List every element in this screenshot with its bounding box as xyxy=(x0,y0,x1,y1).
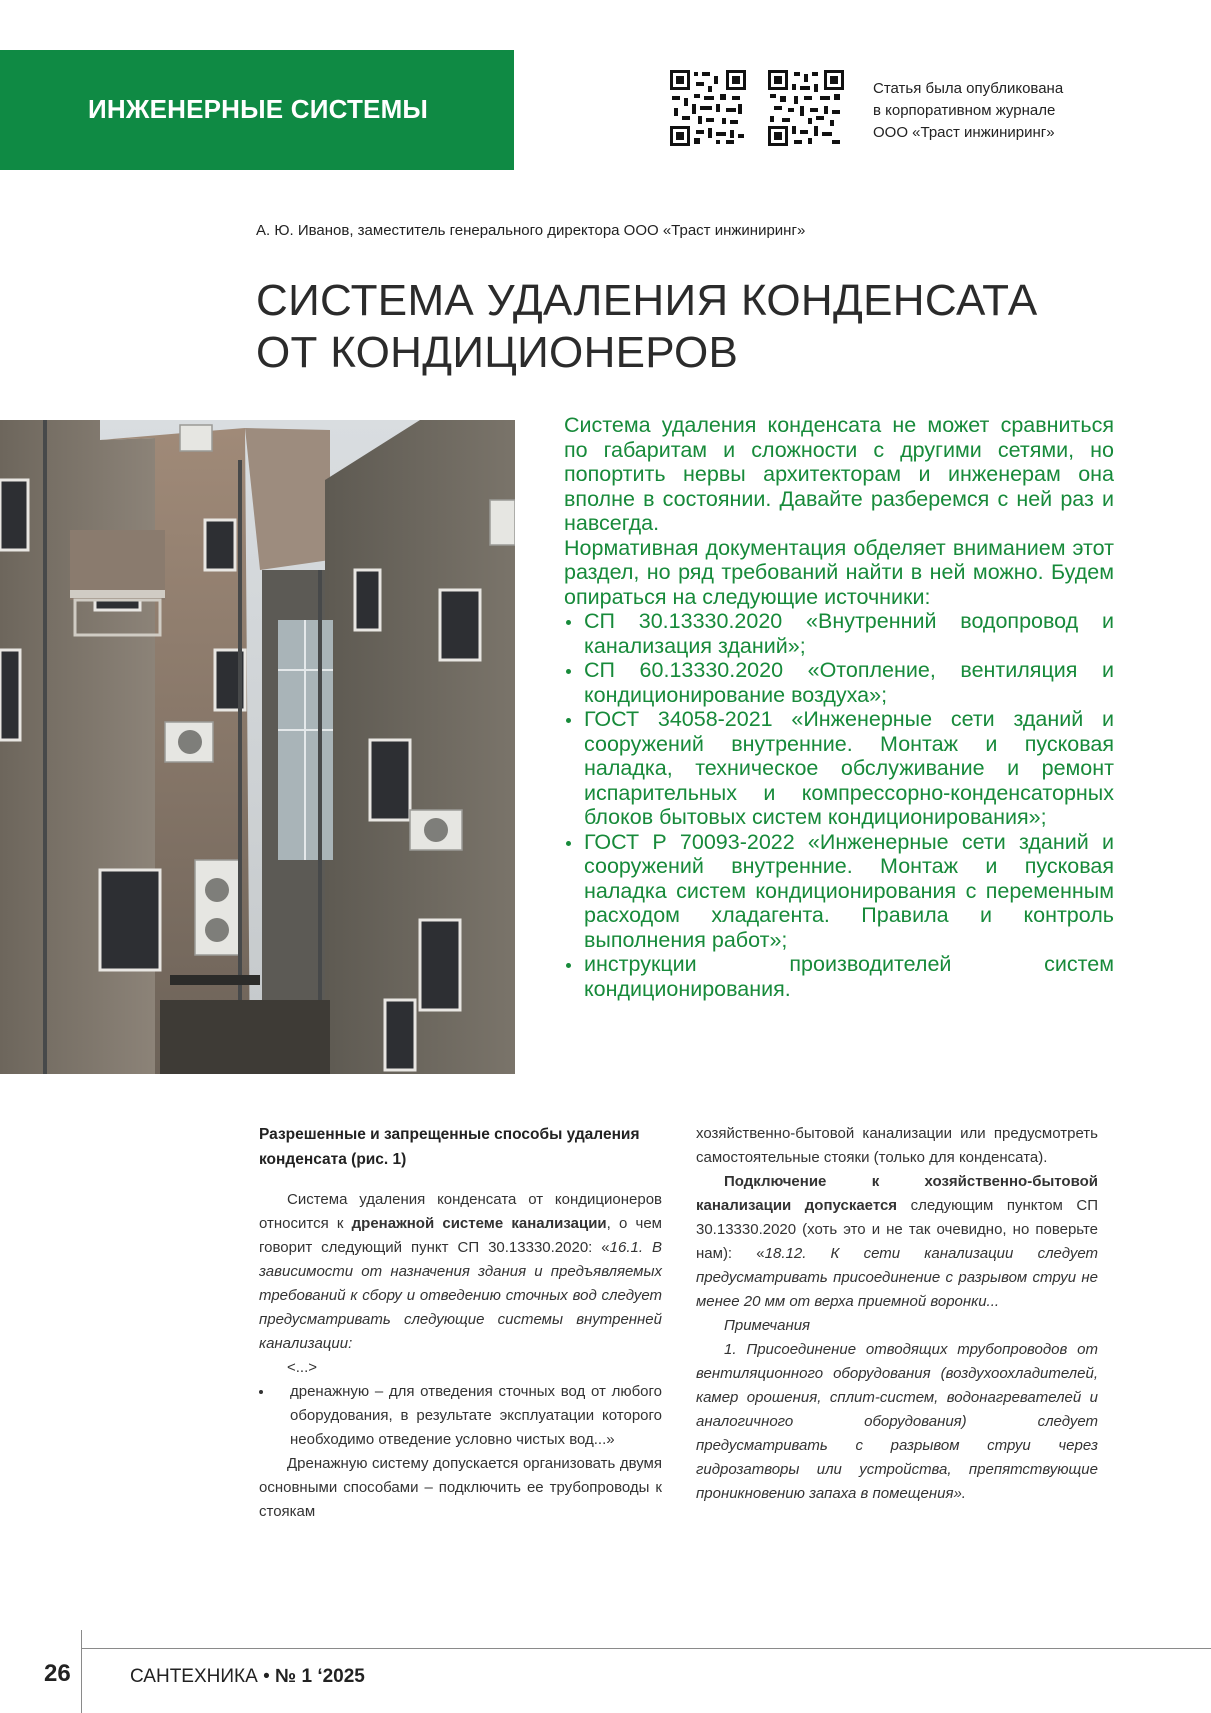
body-column-1 xyxy=(259,1122,662,1524)
quote-bullet: дренажную – для отведения сточных вод от любого оборудования, в результате эксплуатации которого необходимо отведение условно чистых вод...» xyxy=(259,1380,662,1452)
note-text: 1. Присоединение отводящих трубопроводов от вентиляционного оборудования (воздухоохладителей, камер орошения, сплит-систем, водонагревателей и аналогичного оборудования) следует предусматривать с разрывом струи через гидрозатворы или устройства, препятствующие проникновению запаха в помещения». xyxy=(696,1341,1098,1502)
source-item: инструкции производителей систем кондиционирования. xyxy=(564,952,1114,1001)
body-column-2 xyxy=(696,1122,1098,1506)
source-item: ГОСТ 34058-2021 «Инженерные сети зданий и сооружений внутренние. Монтаж и пусковая наладка, техническое обслуживание и ремонт испарительных и компрессорно-конденсаторных блоков бытовых систем кондиционирования»; xyxy=(564,707,1114,830)
publication-note-line: в корпоративном журнале xyxy=(873,102,1056,119)
note-paragraph xyxy=(696,1338,1098,1506)
source-item: СП 60.13330.2020 «Отопление, вентиляция и кондиционирование воздуха»; xyxy=(564,658,1114,707)
footer-divider xyxy=(81,1630,82,1713)
publication-note xyxy=(873,78,1173,144)
journal-bullet: • xyxy=(263,1666,270,1687)
source-item: ГОСТ Р 70093-2022 «Инженерные сети зданий и сооружений внутренние. Монтаж и пусковая наладка систем кондиционирования с переменным расходом хладагента. Правила и контроль выполнения работ»; xyxy=(564,830,1114,953)
lead-paragraph: Нормативная документация обделяет вниманием этот раздел, но ряд требований найти в ней можно. Будем опираться на следующие источники: xyxy=(564,535,1114,609)
journal-name: САНТЕХНИКА xyxy=(130,1666,258,1687)
text-run: , о чем говорит следующий пункт СП 30.13330.2020: « xyxy=(259,1215,662,1256)
subheading: Разрешенные и запрещенные способы удаления конденсата (рис. 1) xyxy=(259,1126,640,1168)
text-run: следующим пунктом СП 30.13330.2020 (хоть это и не так очевидно, но поверьте нам): « xyxy=(696,1197,1098,1262)
article-title xyxy=(256,275,1156,379)
text-run: Система удаления конденсата от кондиционеров относится к xyxy=(259,1191,662,1232)
issue-number: № 1 xyxy=(275,1666,313,1687)
issue-year: ‘2025 xyxy=(317,1666,365,1687)
footer-rule xyxy=(82,1648,1211,1649)
page-number: 26 xyxy=(44,1660,71,1687)
article-title-line: СИСТЕМА УДАЛЕНИЯ КОНДЕНСАТА xyxy=(256,276,1038,325)
bold-term: Подключение к хозяйственно-бытовой канализации допускается xyxy=(696,1173,1098,1214)
lead-block xyxy=(564,413,1114,1001)
publication-note-line: Статья была опубликована xyxy=(873,80,1064,97)
body-paragraph: хозяйственно-бытовой канализации или предусмотреть самостоятельные стояки (только для конденсата). xyxy=(696,1125,1098,1166)
lead-paragraph: Система удаления конденсата не может сравниться по габаритам и сложности с другими сетями, но попортить нервы архитекторам и инженерам она вполне в состоянии. Давайте разберемся с ней раз и навсегда. xyxy=(564,413,1114,535)
ellipsis-line: <...> xyxy=(287,1359,318,1376)
section-title: ИНЖЕНЕРНЫЕ СИСТЕМЫ xyxy=(88,94,429,124)
body-paragraph xyxy=(696,1170,1098,1314)
quote-text: 16.1. В зависимости от назначения здания и предъявляемых требований к сбору и отведению сточных вод следует предусматривать следующие системы внутренней канализации: xyxy=(259,1239,662,1352)
source-item: СП 30.13330.2020 «Внутренний водопровод и канализация зданий»; xyxy=(564,609,1114,658)
article-title-line: ОТ КОНДИЦИОНЕРОВ xyxy=(256,328,739,377)
quote-text: 18.12. К сети канализации следует предусматривать присоединение с разрывом струи не менее 20 мм от верха приемной воронки... xyxy=(696,1245,1098,1310)
body-paragraph: Дренажную систему допускается организовать двумя основными способами – подключить ее трубопроводы к стоякам xyxy=(259,1455,662,1520)
publication-note-line: ООО «Траст инжиниринг» xyxy=(873,124,1055,141)
notes-heading-text: Примечания xyxy=(724,1317,811,1334)
journal-line xyxy=(130,1666,365,1688)
notes-heading xyxy=(696,1314,1098,1338)
body-paragraph xyxy=(259,1188,662,1356)
sources-list xyxy=(564,609,1114,1001)
courtyard-photo xyxy=(0,420,515,1074)
section-banner xyxy=(0,50,514,170)
bold-term: дренажной системе канализации xyxy=(351,1215,607,1232)
author-line: А. Ю. Иванов, заместитель генерального директора ООО «Траст инжиниринг» xyxy=(256,222,806,239)
qr-code-2[interactable] xyxy=(766,68,846,148)
qr-code-1[interactable] xyxy=(668,68,748,148)
